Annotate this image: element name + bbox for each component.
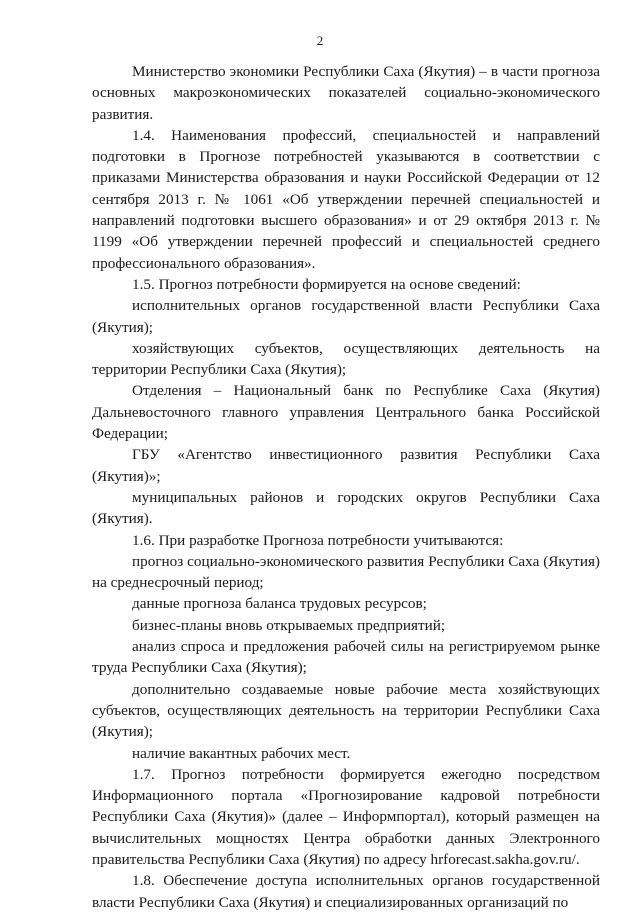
list-item-labor-balance: данные прогноза баланса трудовых ресурсов;	[132, 595, 427, 613]
list-item-business-entities: хозяйствующих субъектов, осуществляющих деятельность на территории Республики Саха (Якутия);	[92, 339, 600, 379]
page-number: 2	[316, 33, 324, 48]
list-item-business-plans: бизнес-планы вновь открываемых предприятий;	[132, 616, 446, 634]
list-item-municipal-districts: муниципальных районов и городских округов Республики Саха (Якутия).	[92, 488, 600, 528]
paragraph-1-5: 1.5. Прогноз потребности формируется на основе сведений:	[132, 275, 521, 293]
list-item-new-jobs: дополнительно создаваемые новые рабочие места хозяйствующих субъектов, осуществляющих деятельность на территории Республики Саха (Якутия);	[92, 680, 600, 741]
paragraph-1-6: 1.6. При разработке Прогноза потребности учитываются:	[132, 531, 504, 549]
list-item-investment-agency: ГБУ «Агентство инвестиционного развития Республики Саха (Якутия)»;	[92, 446, 600, 485]
list-item-national-bank: Отделения – Национальный банк по Республике Саха (Якутия) Дальневосточного главного управления Центрального банка Российской Федерации;	[92, 382, 600, 443]
paragraph-ministry-economy: Министерство экономики Республики Саха (Якутия) – в части прогноза основных макроэкономических показателей социально-экономического развития.	[92, 63, 600, 123]
list-item-executive-bodies: исполнительных органов государственной власти Республики Саха (Якутия);	[92, 297, 600, 336]
document-body	[92, 61, 600, 913]
list-item-labor-market: анализ спроса и предложения рабочей силы на регистрируемом рынке труда Республики Саха (Якутия);	[92, 638, 600, 677]
paragraph-1-7: 1.7. Прогноз потребности формируется ежегодно посредством Информационного портала «Прогнозирование кадровой потребности Республики Саха (Якутия)» (далее – Информпортал), который размещен на вычислительных мощностях Центра обработки данных Электронного правительства Республики Саха (Якутия) по адресу hrforecast.sakha.gov.ru/.	[92, 765, 600, 868]
list-item-socioeconomic-forecast: прогноз социально-экономического развития Республики Саха (Якутия) на среднесрочный период;	[92, 552, 600, 592]
paragraph-1-8: 1.8. Обеспечение доступа исполнительных органов государственной власти Республики Саха (Якутия) и специализированных организаций по	[92, 872, 600, 911]
paragraph-1-4: 1.4. Наименования профессий, специальностей и направлений подготовки в Прогнозе потребностей указываются в соответствии с приказами Министерства образования и науки Российской Федерации от 12 сентября 2013 г. № 1061 «Об утверждении перечней специальностей и направлений подготовки высшего образования» и от 29 октября 2013 г. № 1199 «Об утверждении перечней профессий и специальностей среднего профессионального образования».	[92, 126, 600, 272]
list-item-vacancies: наличие вакантных рабочих мест.	[132, 744, 351, 762]
